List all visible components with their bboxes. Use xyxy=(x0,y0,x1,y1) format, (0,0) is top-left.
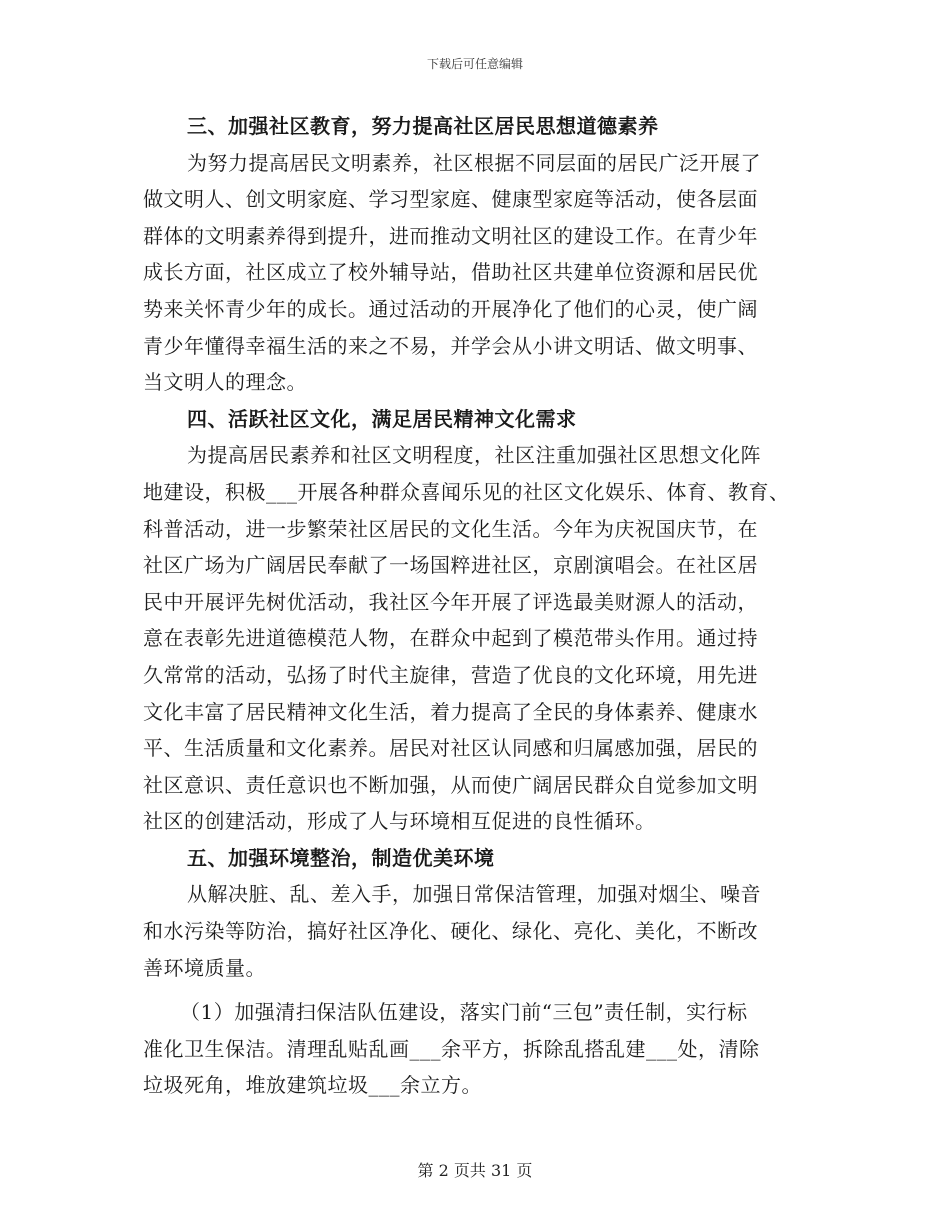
paragraph-line: 地建设，积极___开展各种群众喜闻乐见的社区文化娱乐、体育、教育、 xyxy=(143,479,790,504)
paragraph-line: 科普活动，进一步繁荣社区居民的文化生活。今年为庆祝国庆节，在 xyxy=(143,516,758,541)
document-body xyxy=(143,108,823,1104)
page-header: 下载后可任意编辑 xyxy=(426,57,523,71)
paragraph-line: 垃圾死角，堆放建筑垃圾___余立方。 xyxy=(143,1073,482,1098)
paragraph-gap xyxy=(143,986,823,994)
paragraph-line: 势来关怀青少年的成长。通过活动的开展净化了他们的心灵，使广阔 xyxy=(143,296,758,321)
paragraph-line: 民中开展评先树优活动，我社区今年开展了评选最美财源人的活动， xyxy=(143,589,758,614)
section-heading: 五、加强环境整治，制造优美环境 xyxy=(187,845,495,870)
paragraph-line: 和水污染等防治，搞好社区净化、硬化、绿化、亮化、美化，不断改 xyxy=(143,919,758,944)
paragraph-line: 群体的文明素养得到提升，进而推动文明社区的建设工作。在青少年 xyxy=(143,223,758,248)
paragraph-line: 社区意识、责任意识也不断加强，从而使广阔居民群众自觉参加文明 xyxy=(143,772,758,797)
paragraph-line: 做文明人、创文明家庭、学习型家庭、健康型家庭等活动，使各层面 xyxy=(143,187,758,212)
paragraph-line: 久常常的活动，弘扬了时代主旋律，营造了优良的文化环境，用先进 xyxy=(143,662,758,687)
page-footer: 第 2 页共 31 页 xyxy=(417,1161,533,1180)
paragraph-line: 社区广场为广阔居民奉献了一场国粹进社区，京剧演唱会。在社区居 xyxy=(143,553,758,578)
list-item-line: （1）加强清扫保洁队伍建设，落实门前“三包”责任制，实行标 xyxy=(180,1000,748,1025)
section-heading: 四、活跃社区文化，满足居民精神文化需求 xyxy=(187,406,577,431)
paragraph-line: 文化丰富了居民精神文化生活，着力提高了全民的身体素养、健康水 xyxy=(143,699,758,724)
section-heading: 三、加强社区教育，努力提高社区居民思想道德素养 xyxy=(187,114,659,138)
paragraph-line: 社区的创建活动，形成了人与环境相互促进的良性循环。 xyxy=(143,809,656,834)
paragraph-line: 为努力提高居民文明素养，社区根据不同层面的居民广泛开展了 xyxy=(187,150,761,175)
paragraph-line: 成长方面，社区成立了校外辅导站，借助社区共建单位资源和居民优 xyxy=(143,260,758,285)
paragraph-line: 青少年懂得幸福生活的来之不易，并学会从小讲文明话、做文明事、 xyxy=(143,333,758,358)
paragraph-line: 从解决脏、乱、差入手，加强日常保洁管理，加强对烟尘、噪音 xyxy=(187,882,761,907)
paragraph-line: 为提高居民素养和社区文明程度，社区注重加强社区思想文化阵 xyxy=(187,443,761,468)
paragraph-line: 当文明人的理念。 xyxy=(143,370,307,395)
paragraph-line: 意在表彰先进道德模范人物，在群众中起到了模范带头作用。通过持 xyxy=(143,626,758,651)
paragraph-line: 善环境质量。 xyxy=(143,955,266,980)
paragraph-line: 平、生活质量和文化素养。居民对社区认同感和归属感加强，居民的 xyxy=(143,736,758,761)
paragraph-line: 准化卫生保洁。清理乱贴乱画___余平方，拆除乱搭乱建___处，清除 xyxy=(143,1036,760,1061)
